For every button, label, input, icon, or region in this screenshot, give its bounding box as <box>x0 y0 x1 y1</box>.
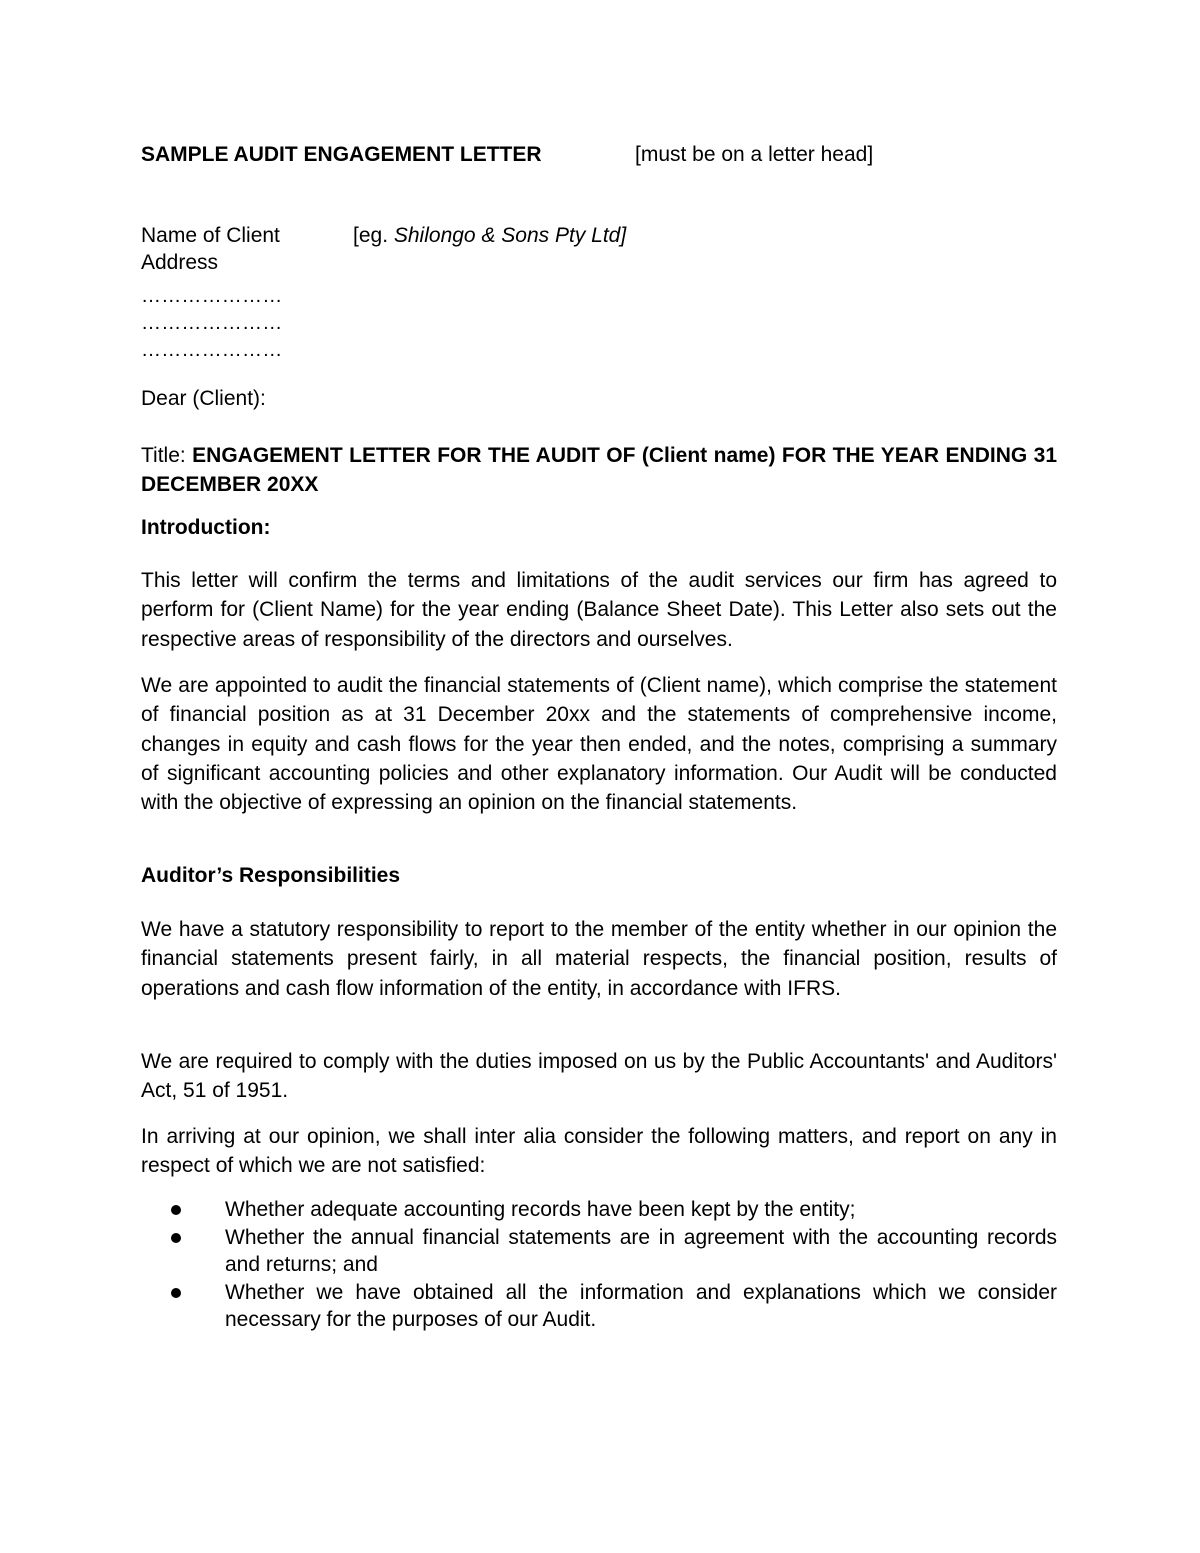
matters-list <box>141 1196 1057 1334</box>
letter-title <box>141 441 1057 499</box>
list-item-text: Whether the annual financial statements are in agreement with the accounting records and returns; and <box>225 1225 1057 1276</box>
document-title: SAMPLE AUDIT ENGAGEMENT LETTER <box>141 143 542 166</box>
bullet-icon <box>171 1233 181 1243</box>
introduction-paragraph: This letter will confirm the terms and limitations of the audit services our firm has agreed to perform for (Client Name) for the year ending (Balance Sheet Date). This Letter also sets out the respective areas of responsibility of the directors and ourselves. <box>141 569 1057 651</box>
responsibilities-paragraph: In arriving at our opinion, we shall inter alia consider the following matters, and report on any in respect of which we are not satisfied: <box>141 1125 1057 1178</box>
address-label: Address <box>141 251 219 274</box>
list-item-text: Whether we have obtained all the information and explanations which we consider necessary for the purposes of our Audit. <box>225 1280 1057 1331</box>
auditors-responsibilities-heading: Auditor’s Responsibilities <box>141 864 401 887</box>
list-item-text: Whether adequate accounting records have been kept by the entity; <box>225 1198 856 1221</box>
list-item <box>141 1279 1057 1334</box>
client-name-example: Shilongo & Sons Pty Ltd] <box>393 224 627 247</box>
responsibilities-paragraph: We are required to comply with the duties imposed on us by the Public Accountants' and Auditors' Act, 51 of 1951. <box>141 1050 1057 1103</box>
list-item <box>141 1196 1057 1224</box>
client-name-placeholder <box>353 225 626 246</box>
introduction-heading: Introduction: <box>141 516 271 539</box>
title-text: ENGAGEMENT LETTER FOR THE AUDIT OF (Client name) FOR THE YEAR ENDING 31 DECEMBER 20XX <box>141 444 1057 496</box>
address-line: ………………… <box>141 339 283 361</box>
client-name-prefix: [eg. <box>353 224 394 247</box>
responsibilities-paragraph: We have a statutory responsibility to report to the member of the entity whether in our opinion the financial statements present fairly, in all material respects, the financial position, results of operations and cash flow information of the entity, in accordance with IFRS. <box>141 918 1057 1000</box>
bullet-icon <box>171 1205 181 1215</box>
bullet-icon <box>171 1288 181 1298</box>
client-name-label: Name of Client <box>141 224 280 247</box>
letterhead-note: [must be on a letter head] <box>635 143 874 166</box>
title-label: Title: <box>141 444 193 467</box>
salutation: Dear (Client): <box>141 387 266 410</box>
introduction-paragraph: We are appointed to audit the financial statements of (Client name), which comprise the statement of financial position as at 31 December 20xx and the statements of comprehensive income, changes in equity and cash flows for the year then ended, and the notes, comprising a summary of significant accounting policies and other explanatory information. Our Audit will be conducted with the objective of expressing an opinion on the financial statements. <box>141 674 1057 815</box>
address-line: ………………… <box>141 312 283 334</box>
list-item <box>141 1224 1057 1279</box>
address-line: ………………… <box>141 285 283 307</box>
